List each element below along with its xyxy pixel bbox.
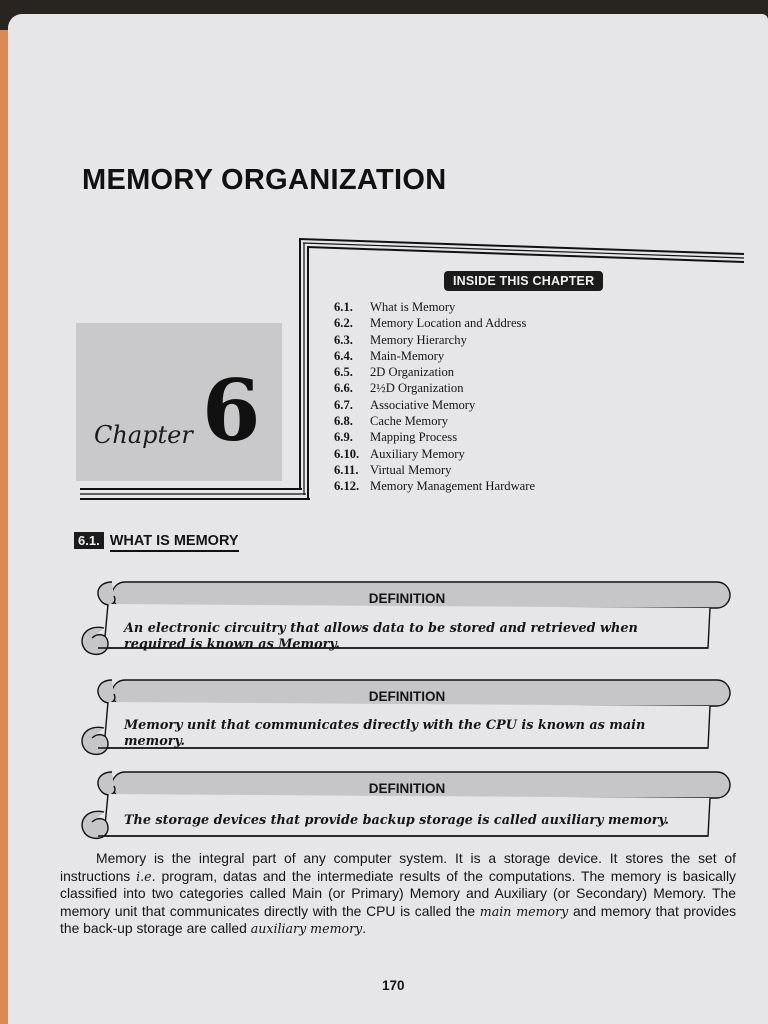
toc-item-number: 6.11. [334,462,359,477]
toc-item-number: 6.7. [334,397,353,412]
chapter-frame [72,219,748,509]
chapter-number: 6 [202,361,261,460]
body-paragraph [60,850,736,938]
definition-scroll [68,760,746,860]
section-number: 6.1. [74,532,104,549]
body-text-part: and memory that provides the back-up storage are called [60,902,737,937]
toc-item-number: 6.2. [334,316,353,331]
body-text-part: program, datas and the intermediate results of the computations. The memory is basically classified into two categories called Main (or Primary) Memory and Auxiliary (or Secondary) Memory. The memory unit that communicates directly with the CPU is called the [60,867,736,919]
toc-item-title: What is Memory [370,300,456,314]
toc-item-title: Cache Memory [370,414,448,429]
toc-item-number: 6.1. [334,300,353,314]
toc-item-title: Associative Memory [370,397,476,412]
toc-item [334,364,535,380]
section-heading [74,532,239,552]
body-text-emphasis: i.e. [136,868,156,884]
toc-item-title: 2D Organization [370,365,455,380]
toc-item-title: Memory Hierarchy [370,332,467,347]
page-title: MEMORY ORGANIZATION [82,164,447,196]
chapter-contents-list [334,299,535,495]
toc-item [334,397,535,413]
definition-scroll [68,566,746,666]
book-page [8,14,768,1024]
scroll-frame [68,760,746,850]
section-title: WHAT IS MEMORY [110,533,239,552]
toc-item [334,478,535,494]
toc-item-number: 6.9. [334,430,353,445]
definition-label: DEFINITION [368,781,446,796]
toc-item-title: Mapping Process [370,430,458,445]
toc-item-number: 6.10. [334,446,360,461]
definition-label: DEFINITION [368,689,446,704]
toc-item [334,299,535,315]
definition-text: Memory unit that communicates directly with the CPU is known as main memory. [124,718,646,749]
body-text-part: Memory is the integral part of any computer system. It is a storage device. It stores the set of instructions [60,850,736,884]
chapter-label: Chapter [94,421,193,449]
toc-item [334,446,535,462]
body-text-part: . [362,920,367,937]
toc-item-title: Main-Memory [370,348,445,363]
toc-item-number: 6.5. [334,365,353,380]
toc-item-number: 6.3. [334,332,353,347]
toc-item-number: 6.8. [334,414,353,429]
toc-item [334,413,535,429]
toc-item [334,348,535,364]
toc-item [334,429,535,445]
toc-item [334,462,535,478]
toc-item-number: 6.12. [334,479,360,494]
definition-text: An electronic circuitry that allows data to be stored and retrieved when required is known as Memory. [124,621,638,652]
toc-item-number: 6.6. [334,381,353,396]
page-number: 170 [382,978,405,993]
toc-item [334,315,535,331]
definition-text: The storage devices that provide backup storage is called auxiliary memory. [124,813,669,828]
body-text-emphasis: auxiliary memory [250,921,363,937]
toc-item-title: Memory Location and Address [370,316,527,331]
definition-scroll [68,664,746,764]
toc-item [334,380,535,396]
toc-item-title: Memory Management Hardware [370,479,536,494]
inside-chapter-badge: INSIDE THIS CHAPTER [444,271,603,291]
definition-label: DEFINITION [368,591,446,606]
toc-item [334,332,535,348]
toc-item-title: Auxiliary Memory [370,446,465,461]
toc-item-title: Virtual Memory [370,462,452,477]
body-text-emphasis: main memory [479,903,569,919]
toc-item-number: 6.4. [334,348,353,363]
toc-item-title: 2½D Organization [370,381,464,396]
